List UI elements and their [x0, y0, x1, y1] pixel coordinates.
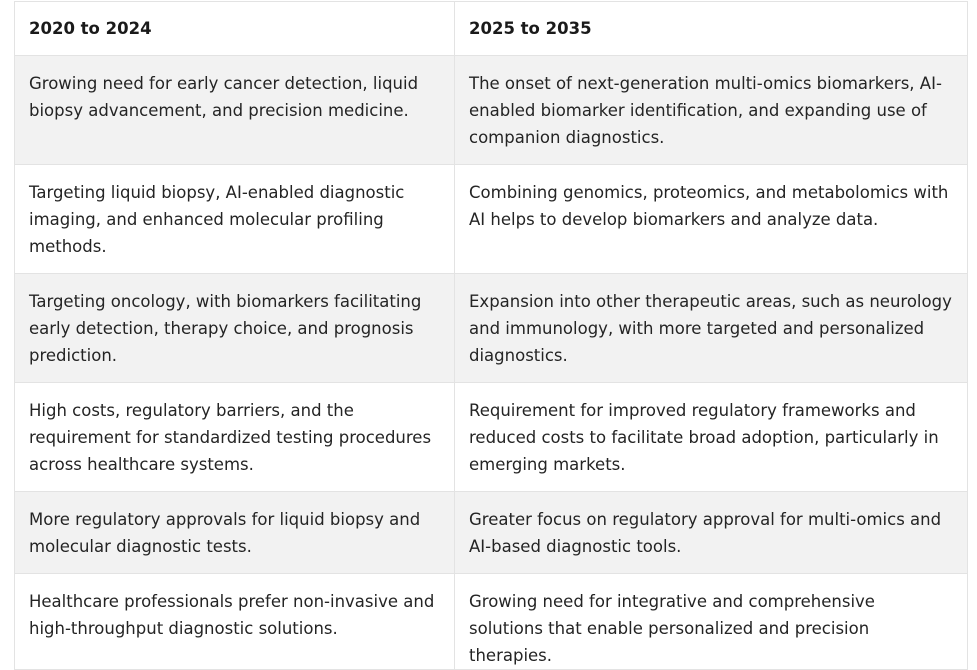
table-cell-2025-2035: Expansion into other therapeutic areas, such as neurology and immunology, with more targeted and personalized diagnostics. — [455, 274, 968, 383]
table-cell-2020-2024: Targeting oncology, with biomarkers facilitating early detection, therapy choice, and prognosis prediction. — [15, 274, 455, 383]
table-cell-2025-2035: Greater focus on regulatory approval for multi-omics and AI-based diagnostic tools. — [455, 492, 968, 574]
table-header-row — [15, 2, 968, 56]
table-row — [15, 383, 968, 492]
comparison-table-container — [14, 1, 967, 670]
table-cell-2025-2035: Growing need for integrative and comprehensive solutions that enable personalized and precision therapies. — [455, 574, 968, 670]
table-cell-2025-2035: Requirement for improved regulatory frameworks and reduced costs to facilitate broad adoption, particularly in emerging markets. — [455, 383, 968, 492]
table-row — [15, 56, 968, 165]
table-cell-2025-2035: The onset of next-generation multi-omics biomarkers, AI-enabled biomarker identification, and expanding use of companion diagnostics. — [455, 56, 968, 165]
comparison-table — [14, 1, 968, 670]
table-cell-2025-2035: Combining genomics, proteomics, and metabolomics with AI helps to develop biomarkers and analyze data. — [455, 165, 968, 274]
table-row — [15, 165, 968, 274]
table-cell-2020-2024: Growing need for early cancer detection, liquid biopsy advancement, and precision medicine. — [15, 56, 455, 165]
table-row — [15, 274, 968, 383]
table-cell-2020-2024: High costs, regulatory barriers, and the requirement for standardized testing procedures across healthcare systems. — [15, 383, 455, 492]
table-cell-2020-2024: More regulatory approvals for liquid biopsy and molecular diagnostic tests. — [15, 492, 455, 574]
column-header-2025-2035: 2025 to 2035 — [455, 2, 968, 56]
table-cell-2020-2024: Healthcare professionals prefer non-invasive and high-throughput diagnostic solutions. — [15, 574, 455, 670]
table-row — [15, 492, 968, 574]
table-cell-2020-2024: Targeting liquid biopsy, AI-enabled diagnostic imaging, and enhanced molecular profiling methods. — [15, 165, 455, 274]
column-header-2020-2024: 2020 to 2024 — [15, 2, 455, 56]
table-row — [15, 574, 968, 670]
